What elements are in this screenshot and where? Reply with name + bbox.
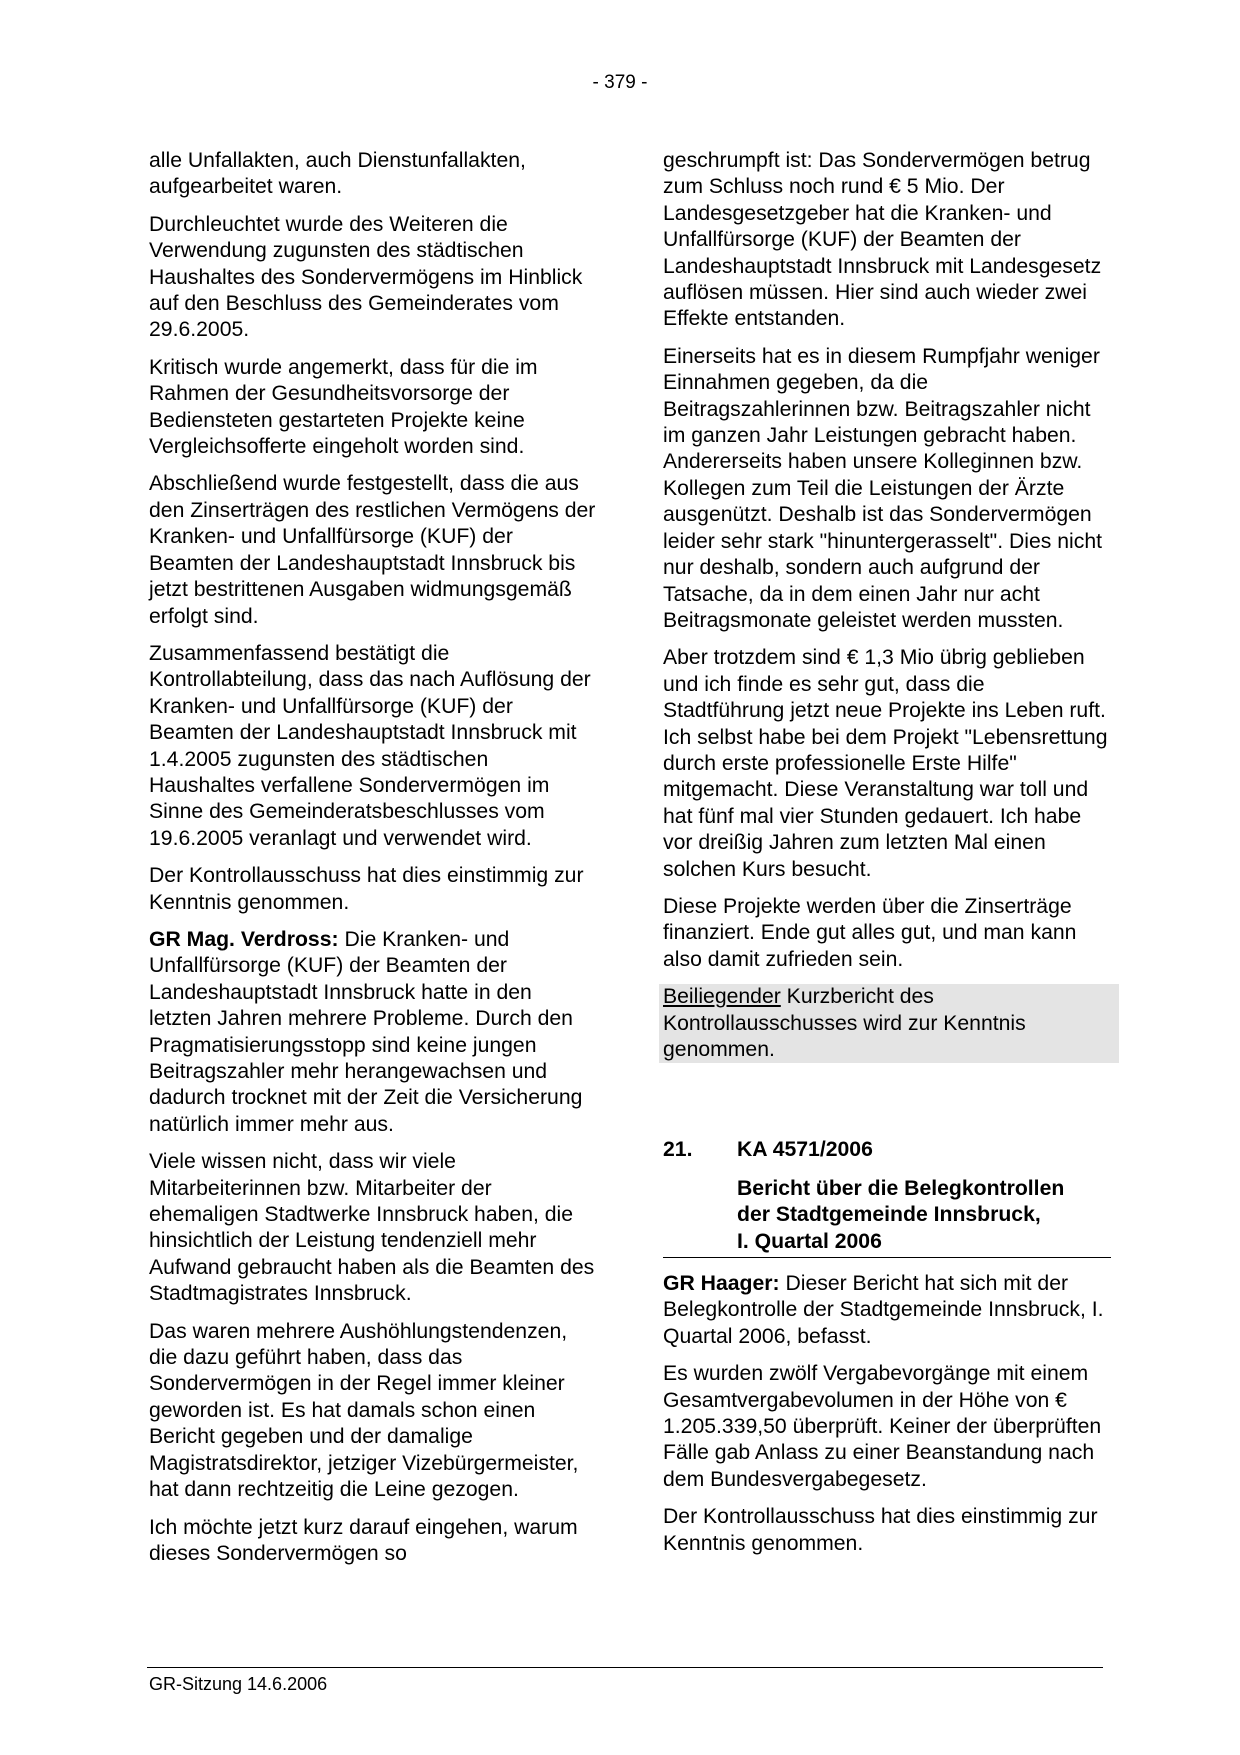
item-title bbox=[737, 1176, 1111, 1255]
speech-paragraph bbox=[663, 1271, 1111, 1350]
page-number: - 379 - bbox=[592, 72, 648, 93]
speaker-name: GR Mag. Verdross: bbox=[149, 927, 339, 951]
footer-divider bbox=[147, 1667, 1103, 1668]
paragraph: Es wurden zwölf Vergabevorgänge mit einem Gesamtvergabevolumen in der Höhe von € 1.205.339,50 überprüft. Keiner der überprüften Fälle gab Anlass zu einer Beanstandung nach dem Bundesvergabegesetz. bbox=[663, 1362, 1102, 1491]
paragraph: Der Kontrollausschuss hat dies einstimmig zur Kenntnis genommen. bbox=[149, 864, 584, 914]
item-title-line: I. Quartal 2006 bbox=[737, 1229, 882, 1253]
enclosure-text: Kurzbericht des Kontrollausschusses wird zur Kenntnis genommen. bbox=[663, 985, 1026, 1061]
enclosure-note bbox=[659, 984, 1119, 1063]
paragraph: Durchleuchtet wurde des Weiteren die Verwendung zugunsten des städtischen Haushaltes des Sondervermögens im Hinblick auf den Beschluss des Gemeinderates vom 29.6.2005. bbox=[149, 212, 583, 342]
paragraph: Kritisch wurde angemerkt, dass für die im Rahmen der Gesundheitsvorsorge der Bediensteten gestarteten Projekte keine Vergleichsofferte eingeholt worden sind. bbox=[149, 355, 538, 459]
left-column bbox=[149, 148, 599, 1578]
paragraph: Viele wissen nicht, dass wir viele Mitarbeiterinnen bzw. Mitarbeiter der ehemaligen Stadtwerke Innsbruck haben, die hinsichtlich der Leistung tendenziell mehr Aufwand gebraucht haben als die Beamten des Stadtmagistrates Innsbruck. bbox=[149, 1150, 595, 1306]
agenda-item-header bbox=[663, 1137, 1111, 1258]
footer-text: GR-Sitzung 14.6.2006 bbox=[149, 1674, 328, 1694]
speech-text: Dieser Bericht hat sich mit der Belegkontrolle der Stadtgemeinde Innsbruck, I. Quartal 2006, befasst. bbox=[663, 1272, 1104, 1348]
paragraph: geschrumpft ist: Das Sondervermögen betrug zum Schluss noch rund € 5 Mio. Der Landesgesetzgeber hat die Kranken- und Unfallfürsorge (KUF) der Beamten der Landeshauptstadt Innsbruck mit Landesgesetz auflösen müssen. Hier sind auch wieder zwei Effekte entstanden. bbox=[663, 149, 1102, 331]
enclosure-link[interactable]: Beiliegender bbox=[663, 985, 781, 1009]
paragraph: alle Unfallakten, auch Dienstunfallakten, aufgearbeitet waren. bbox=[149, 149, 526, 199]
item-title-line: der Stadtgemeinde Innsbruck, bbox=[737, 1203, 1041, 1227]
item-number: 21. bbox=[663, 1138, 693, 1162]
paragraph: Abschließend wurde festgestellt, dass die aus den Zinserträgen des restlichen Vermögens der Kranken- und Unfallfürsorge (KUF) der Beamten der Landeshauptstadt Innsbruck bis jetzt bestrittenen Ausgaben widmungsgemäß erfolgt sind. bbox=[149, 472, 596, 628]
paragraph: Das waren mehrere Aushöhlungstendenzen, die dazu geführt haben, dass das Sondervermögen in der Regel immer kleiner geworden ist. Es hat damals schon einen Bericht gegeben und der damalige Magistratsdirektor, jetziger Vizebürgermeister, hat dann rechtzeitig die Leine gezogen. bbox=[149, 1319, 579, 1502]
item-title-line: Bericht über die Belegkontrollen bbox=[737, 1176, 1065, 1200]
paragraph: Einerseits hat es in diesem Rumpfjahr weniger Einnahmen gegeben, da die Beitragszahlerinnen bzw. Beitragszahler nicht im ganzen Jahr Leistungen gebracht haben. Andererseits haben unsere Kolleginnen bzw. Kollegen zum Teil die Leistungen der Ärzte ausgenützt. Deshalb ist das Sondervermögen leider sehr stark "hinuntergerasselt". Dies nicht nur deshalb, sondern auch aufgrund der Tatsache, da in dem einen Jahr nur acht Beitragsmonate geleistet werden mussten. bbox=[663, 344, 1102, 632]
paragraph: Der Kontrollausschuss hat dies einstimmig zur Kenntnis genommen. bbox=[663, 1505, 1098, 1555]
paragraph: Ich möchte jetzt kurz darauf eingehen, warum dieses Sondervermögen so bbox=[149, 1515, 578, 1565]
speaker-name: GR Haager: bbox=[663, 1272, 780, 1296]
speech-paragraph bbox=[149, 927, 599, 1138]
paragraph: Diese Projekte werden über die Zinserträge finanziert. Ende gut alles gut, und man kann also damit zufrieden sein. bbox=[663, 894, 1077, 971]
right-column bbox=[663, 148, 1111, 1568]
paragraph: Zusammenfassend bestätigt die Kontrollabteilung, dass das nach Auflösung der Kranken- und Unfallfürsorge (KUF) der Beamten der Landeshauptstadt Innsbruck mit 1.4.2005 zugunsten des städtischen Haushaltes verfallene Sondervermögen im Sinne des Gemeinderatsbeschlusses vom 19.6.2005 veranlagt und verwendet wird. bbox=[149, 641, 591, 850]
paragraph: Aber trotzdem sind € 1,3 Mio übrig geblieben und ich finde es sehr gut, dass die Stadtführung jetzt neue Projekte ins Leben ruft. Ich selbst habe bei dem Projekt "Lebensrettung durch erste professionelle Erste Hilfe" mitgemacht. Diese Veranstaltung war toll und hat fünf mal vier Stunden gedauert. Ich habe vor dreißig Jahren zum letzten Mal einen solchen Kurs besucht. bbox=[663, 646, 1108, 881]
speech-text: Die Kranken- und Unfallfürsorge (KUF) der Beamten der Landeshauptstadt Innsbruck hatte in den letzten Jahren mehrere Probleme. Durch den Pragmatisierungsstopp sind keine jungen Beitragszahler mehr herangewachsen und dadurch trocknet mit der Zeit die Versicherung natürlich immer mehr aus. bbox=[149, 927, 583, 1136]
item-code: KA 4571/2006 bbox=[737, 1138, 873, 1162]
